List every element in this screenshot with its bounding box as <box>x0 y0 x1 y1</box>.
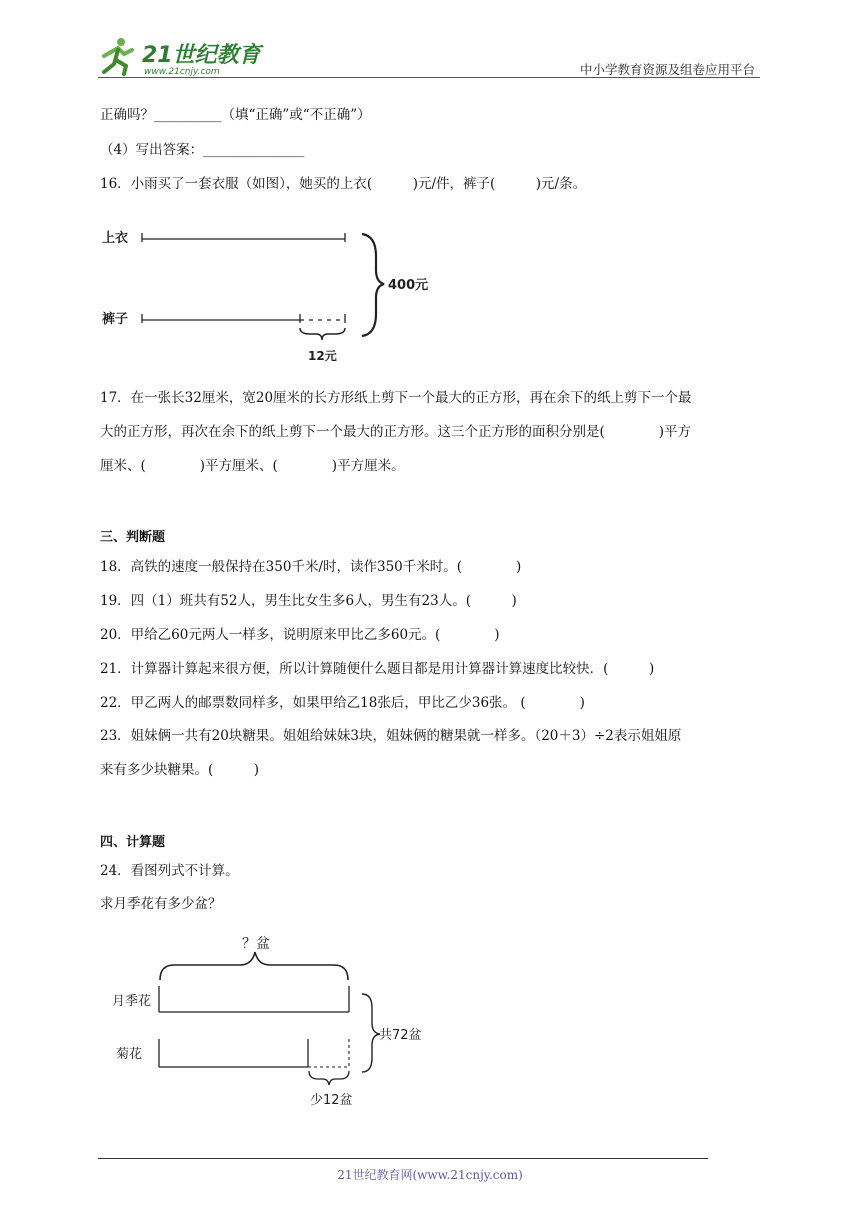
q24-label-top: 月季花 <box>112 994 152 1009</box>
q16-label-top: 上衣 <box>102 231 129 246</box>
q24-diagram <box>100 928 440 1117</box>
q17-text-line3: 厘米、( )平方厘米、( )平方厘米。 <box>100 458 405 474</box>
q21-text: 21．计算器计算起来很方便，所以计算随便什么题目都是用计算器计算速度比较快．( ) <box>100 661 655 677</box>
q24-text: 24．看图列式不计算。 <box>100 863 239 879</box>
q15-answer-prompt: 正确吗？__________（填“正确”或“不正确”） <box>100 107 371 123</box>
header-platform-text: 中小学教育资源及组卷应用平台 <box>579 62 755 77</box>
logo-text: 21世纪教育 <box>142 43 261 68</box>
q16-diff-label: 12元 <box>308 349 337 363</box>
q24-label-bottom: 菊花 <box>116 1047 143 1062</box>
q16-text: 16．小雨买了一套衣服（如图），她买的上衣( )元/件，裤子( )元/条。 <box>100 176 587 192</box>
footer-text: 21世纪教育网(www.21cnjy.com) <box>337 1168 523 1182</box>
site-logo <box>94 36 264 78</box>
q24-question: 求月季花有多少盆？ <box>100 896 222 912</box>
q16-diagram <box>100 222 430 376</box>
q15-part4: （4）写出答案：_______________ <box>100 142 305 158</box>
logo-url: www.21cnjy.com <box>144 67 220 77</box>
q17-text-line1: 17．在一张长32厘米，宽20厘米的长方形纸上剪下一个最大的正方形，再在余下的纸上剪下一个最 <box>100 390 692 406</box>
footer-divider <box>98 1158 708 1159</box>
q17-text-line2: 大的正方形，再次在余下的纸上剪下一个最大的正方形。这三个正方形的面积分别是( )平方 <box>100 424 692 440</box>
q24-question-label: ？盆 <box>242 936 270 952</box>
q20-text: 20．甲给乙60元两人一样多，说明原来甲比乙多60元。( ) <box>100 627 500 643</box>
q23-text-line1: 23．姐妹俩一共有20块糖果。姐姐给妹妹3块，姐妹俩的糖果就一样多。（20＋3）÷2表示姐姐原 <box>100 728 682 744</box>
section-judgement-heading: 三、判断题 <box>100 530 166 545</box>
q18-text: 18．高铁的速度一般保持在350千米/时，读作350千米时。( ) <box>100 559 522 575</box>
q23-text-line2: 来有多少块糖果。( ) <box>100 762 260 778</box>
q22-text: 22．甲乙两人的邮票数同样多，如果甲给乙18张后，甲比乙少36张。 ( ) <box>100 695 585 711</box>
q24-total-label: 共72盆 <box>379 1028 422 1043</box>
q24-diff-label: 少12盆 <box>310 1093 353 1108</box>
q16-total-label: 400元 <box>388 278 429 293</box>
runner-icon <box>104 38 132 74</box>
q19-text: 19．四（1）班共有52人，男生比女生多6人，男生有23人。( ) <box>100 593 517 609</box>
section-calculation-heading: 四、计算题 <box>100 835 166 850</box>
header-divider <box>98 77 760 78</box>
q16-label-bottom: 裤子 <box>102 312 129 327</box>
